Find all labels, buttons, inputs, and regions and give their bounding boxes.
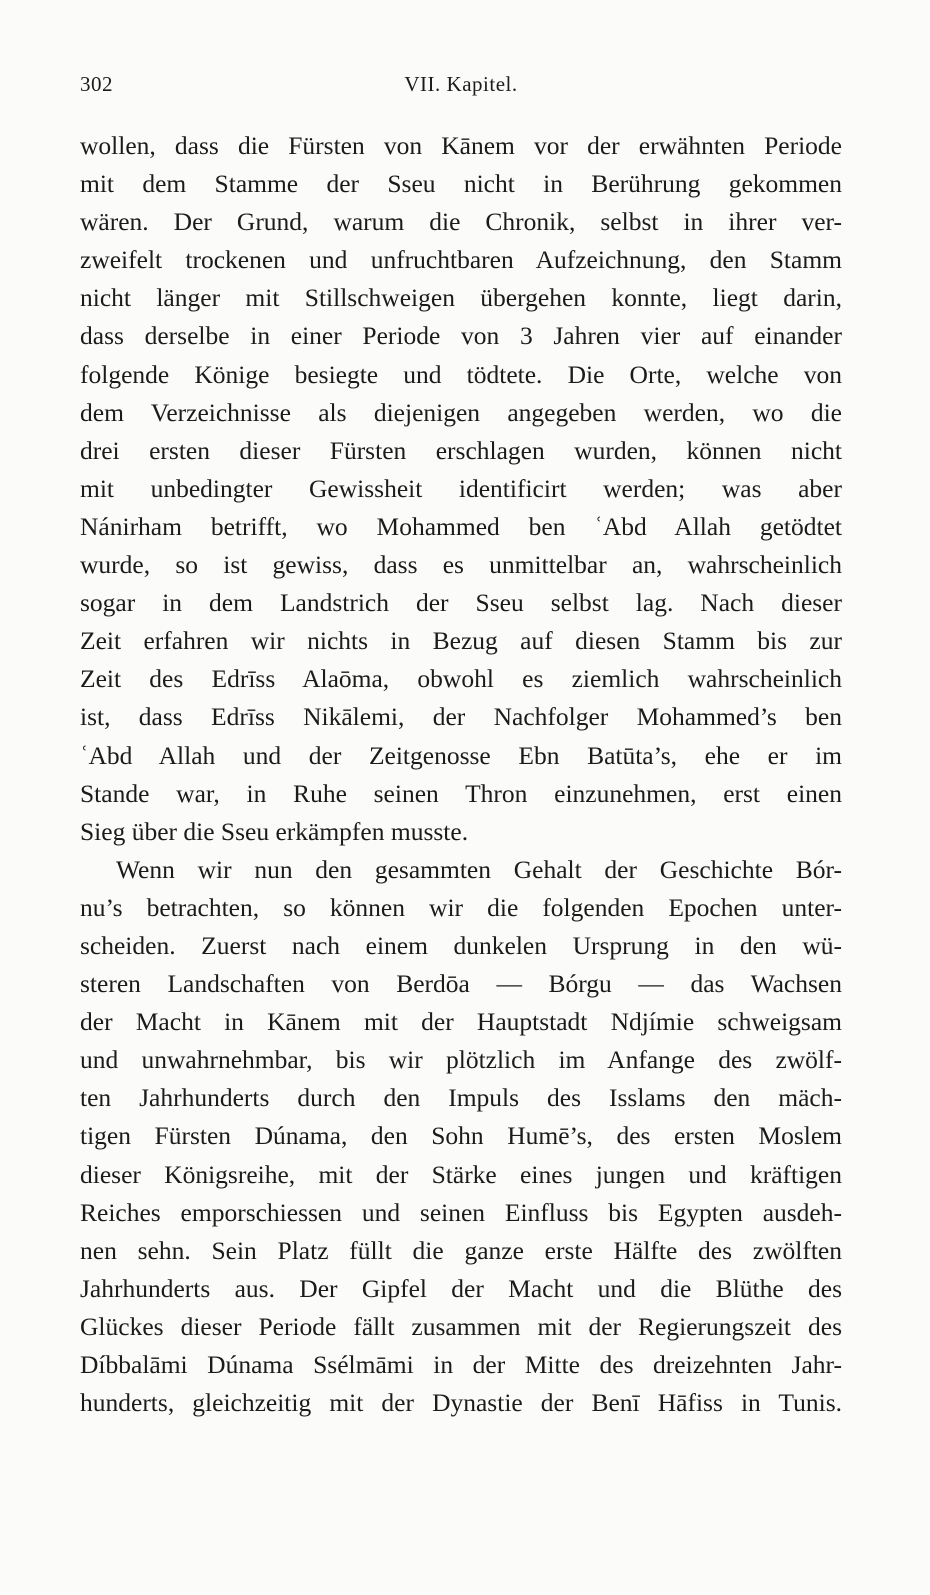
text-line: Glückes dieser Periode fällt zusammen mit der Regierungszeit des [80,1311,842,1341]
text-line: Zeit erfahren wir nichts in Bezug auf diesen Stamm bis zur [80,626,842,656]
text-line: drei ersten dieser Fürsten erschlagen wurden, können nicht [80,435,842,465]
text-line: mit unbedingter Gewissheit identificirt werden; was aber [80,473,842,503]
page-number: 302 [80,72,113,96]
text-line: Wenn wir nun den gesammten Gehalt der Geschichte Bór- [116,854,842,884]
text-line: Sieg über die Sseu erkämpfen musste. [80,816,469,846]
paragraph-1 [80,127,842,851]
paragraph-2 [80,851,842,1422]
text-line: dem Verzeichnisse als diejenigen angegeben werden, wo die [80,397,842,427]
text-line: steren Landschaften von Berdōa — Bórgu — das Wachsen [80,969,842,999]
text-line: Nánirham betrifft, wo Mohammed ben ʿAbd Allah getödtet [80,511,842,541]
text-line: Reiches emporschiessen und seinen Einfluss bis Egypten ausdeh- [80,1197,842,1227]
text-line: nu’s betrachten, so können wir die folgenden Epochen unter- [80,892,842,922]
body-text [80,127,842,1422]
text-line: ten Jahrhunderts durch den Impuls des Isslams den mäch- [80,1083,842,1113]
text-line: zweifelt trockenen und unfruchtbaren Aufzeichnung, den Stamm [80,245,842,275]
text-line: Zeit des Edrīss Alaōma, obwohl es ziemlich wahrscheinlich [80,664,842,694]
text-line: der Macht in Kānem mit der Hauptstadt Ndjímie schweigsam [80,1007,842,1037]
text-line: wurde, so ist gewiss, dass es unmittelbar an, wahrscheinlich [80,550,842,580]
document-page [80,72,842,1532]
text-line: tigen Fürsten Dúnama, den Sohn Humē’s, des ersten Moslem [80,1121,842,1151]
text-line: sogar in dem Landstrich der Sseu selbst lag. Nach dieser [80,588,842,618]
text-line: hunderts, gleichzeitig mit der Dynastie der Benī Hāfiss in Tunis. [80,1388,842,1418]
text-line: Stande war, in Ruhe seinen Thron einzunehmen, erst einen [80,778,842,808]
text-line: mit dem Stamme der Sseu nicht in Berührung gekommen [80,169,842,199]
text-line: Jahrhunderts aus. Der Gipfel der Macht und die Blüthe des [80,1273,842,1303]
text-line: folgende Könige besiegte und tödtete. Die Orte, welche von [80,359,842,389]
text-line: scheiden. Zuerst nach einem dunkelen Ursprung in den wü- [80,930,842,960]
text-line: nen sehn. Sein Platz füllt die ganze erste Hälfte des zwölften [80,1235,842,1265]
text-line: dass derselbe in einer Periode von 3 Jahren vier auf einander [80,321,842,351]
text-line: wollen, dass die Fürsten von Kānem vor der erwähnten Periode [80,131,842,160]
text-line: ist, dass Edrīss Nikālemi, der Nachfolger Mohammed’s ben [80,702,842,732]
chapter-title: VII. Kapitel. [404,72,518,96]
text-line: wären. Der Grund, warum die Chronik, selbst in ihrer ver- [80,207,842,237]
text-line: dieser Königsreihe, mit der Stärke eines jungen und kräftigen [80,1159,842,1189]
text-line: nicht länger mit Stillschweigen übergehen konnte, liegt darin, [80,283,842,313]
running-head [80,72,842,112]
text-line: und unwahrnehmbar, bis wir plötzlich im Anfange des zwölf- [80,1045,842,1075]
text-line: Díbbalāmi Dúnama Ssélmāmi in der Mitte des dreizehnten Jahr- [80,1350,842,1379]
text-line: ʿAbd Allah und der Zeitgenosse Ebn Batūta’s, ehe er im [80,740,842,770]
